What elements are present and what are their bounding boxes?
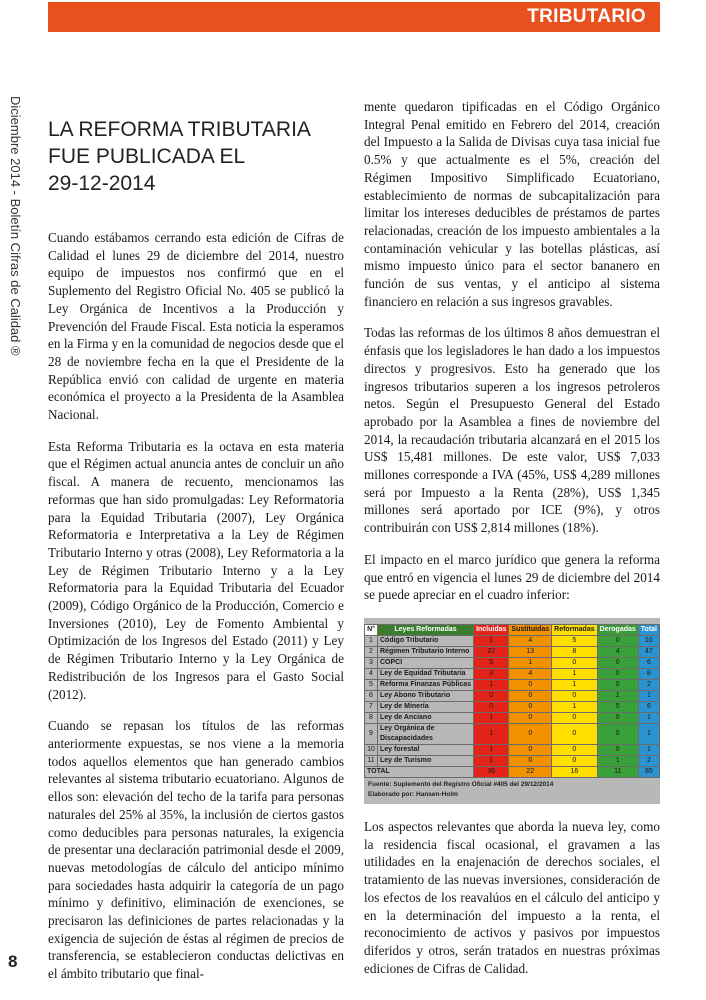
table-row: [365, 668, 660, 679]
section-header-bar: [48, 2, 660, 32]
title-line: FUE PUBLICADA EL: [48, 145, 246, 168]
repealed-count: 5: [597, 701, 638, 712]
total-count: 2: [638, 679, 659, 690]
reformed-count: 0: [552, 744, 597, 755]
included-count: 0: [474, 690, 509, 701]
row-number: 1: [365, 635, 378, 646]
reformed-count: 1: [552, 679, 597, 690]
repealed-count: 0: [597, 668, 638, 679]
repealed-count: 0: [597, 712, 638, 723]
included-count: 22: [474, 646, 509, 657]
table-row: [365, 701, 660, 712]
column-header-included: Incluidas: [474, 624, 509, 635]
law-name: COPCI: [378, 657, 474, 668]
column-header-repealed: Derogadas: [597, 624, 638, 635]
total-repealed-count: 11: [597, 766, 638, 777]
table-prepared-by: Elaborado por: Hansen-Holm: [368, 790, 458, 798]
law-name: Ley de Turismo: [378, 755, 474, 766]
repealed-count: 0: [597, 635, 638, 646]
total-count: 1: [638, 712, 659, 723]
table-footnotes: [364, 778, 660, 804]
repealed-count: 0: [597, 744, 638, 755]
included-count: 1: [474, 755, 509, 766]
article-title: [48, 116, 344, 197]
table-total-row: [365, 766, 660, 777]
reformed-count: 0: [552, 690, 597, 701]
total-reformed-count: 16: [552, 766, 597, 777]
table-row: [365, 646, 660, 657]
table-row: [365, 755, 660, 766]
total-count: 1: [638, 744, 659, 755]
row-number: 2: [365, 646, 378, 657]
law-name: Ley Orgánica de Discapacidades: [378, 723, 474, 744]
reforms-table: [364, 624, 660, 778]
total-count: 8: [638, 668, 659, 679]
included-count: 1: [474, 744, 509, 755]
table-row: [365, 657, 660, 668]
row-number: 4: [365, 668, 378, 679]
left-column: [48, 116, 344, 997]
side-label-text: Diciembre 2014 - Boletín Cifras de Calidad ®: [8, 96, 23, 356]
included-count: 1: [474, 635, 509, 646]
repealed-count: 4: [597, 646, 638, 657]
repealed-count: 0: [597, 679, 638, 690]
row-number: 6: [365, 690, 378, 701]
substituted-count: 4: [509, 635, 552, 646]
total-count: 10: [638, 635, 659, 646]
law-name: Código Tributario: [378, 635, 474, 646]
included-count: 5: [474, 657, 509, 668]
side-label: [3, 96, 23, 356]
table-row: [365, 723, 660, 744]
table-source: Fuente: Suplemento del Registro Oficial #405 del 29/12/2014: [368, 780, 554, 788]
column-header-substituted: Sustituidas: [509, 624, 552, 635]
total-count: 6: [638, 657, 659, 668]
reformed-count: 0: [552, 723, 597, 744]
total-count: 1: [638, 723, 659, 744]
total-label: TOTAL: [365, 766, 474, 777]
included-count: 1: [474, 679, 509, 690]
substituted-count: 0: [509, 723, 552, 744]
substituted-count: 0: [509, 690, 552, 701]
reformed-count: 5: [552, 635, 597, 646]
reforms-table-panel: [364, 618, 660, 804]
page-number: 8: [8, 952, 18, 971]
included-count: 1: [474, 723, 509, 744]
row-number: 3: [365, 657, 378, 668]
law-name: Régimen Tributario Interno: [378, 646, 474, 657]
law-name: Ley Abono Tributario: [378, 690, 474, 701]
substituted-count: 1: [509, 657, 552, 668]
paragraph: Todas las reformas de los últimos 8 años demuestran el énfasis que los legisladores le han dado a los impuestos directos y progresivos. Esto ha generado que los ingresos tributarios superen a los ingresos petroleros netos. Según el Presupuesto General del Estado aprobado por la Asamblea a fines de noviembre del 2014, la recaudación tributaria alcanzará en el 2015 los US$ 15,481 millones. De este valor, US$ 7,033 millones corresponde a IVA (45%, US$ 4,289 millones será por Impuesto a la Renta (28%), US$ 1,345 millones será aportado por ICE (9%), y otros contribuirán con US$ 2,814 millones (18%).: [364, 325, 660, 536]
title-line: LA REFORMA TRIBUTARIA: [48, 118, 311, 141]
included-count: 3: [474, 668, 509, 679]
total-count: 2: [638, 755, 659, 766]
total-substituted-count: 22: [509, 766, 552, 777]
total-included-count: 36: [474, 766, 509, 777]
substituted-count: 0: [509, 679, 552, 690]
row-number: 9: [365, 723, 378, 744]
reformed-count: 1: [552, 668, 597, 679]
table-row: [365, 679, 660, 690]
right-column: [364, 98, 660, 991]
included-count: 0: [474, 701, 509, 712]
reformed-count: 1: [552, 701, 597, 712]
repealed-count: 1: [597, 690, 638, 701]
repealed-count: 0: [597, 723, 638, 744]
column-header-total: Total: [638, 624, 659, 635]
row-number: 8: [365, 712, 378, 723]
table-row: [365, 635, 660, 646]
repealed-count: 0: [597, 657, 638, 668]
law-name: Ley de Minería: [378, 701, 474, 712]
reformed-count: 8: [552, 646, 597, 657]
law-name: Ley de Anciano: [378, 712, 474, 723]
substituted-count: 0: [509, 712, 552, 723]
included-count: 1: [474, 712, 509, 723]
total-count: 1: [638, 690, 659, 701]
row-number: 10: [365, 744, 378, 755]
paragraph: El impacto en el marco jurídico que genera la reforma que entró en vigencia el lunes 29 de diciembre del 2014 se puede apreciar en el cuadro inferior:: [364, 551, 660, 603]
paragraph: Cuando estábamos cerrando esta edición de Cifras de Calidad el lunes 29 de diciembre del 2014, nuestro equipo de impuestos nos confirmó que en el Suplemento del Registro Oficial No. 405 se publicó la Ley Orgánica de Incentivos a la Producción y Prevención del Fraude Fiscal. Esta noticia la esperamos en la Firma y en la comunidad de negocios desde que el 28 de noviembre fecha en la que el Presidente de la República envió con calidad de urgente en materia económica el proyecto a la Presidenta de la Asamblea Nacional.: [48, 230, 344, 423]
table-row: [365, 712, 660, 723]
row-number: 11: [365, 755, 378, 766]
total-count: 47: [638, 646, 659, 657]
section-title: TRIBUTARIO: [527, 6, 646, 27]
total-total-count: 85: [638, 766, 659, 777]
table-row: [365, 744, 660, 755]
substituted-count: 4: [509, 668, 552, 679]
reformed-count: 0: [552, 657, 597, 668]
table-row: [365, 690, 660, 701]
substituted-count: 13: [509, 646, 552, 657]
law-name: Ley forestal: [378, 744, 474, 755]
reformed-count: 0: [552, 755, 597, 766]
paragraph: mente quedaron tipificadas en el Código Orgánico Integral Penal emitido en Febrero del 2014, creación del Impuesto a la Salida de Divisas cuya tasa inicial fue 0.5% y que actualmente es el 5%, creación del Régimen Impositivo Simplificado Ecuatoriano, establecimiento de normas de subcapitalización para limitar los intereses deducibles de préstamos de partes relacionadas, creación de los impuesto ambientales a la contaminación vehicular y las botellas plásticas, así mismo impuesto único para el sector bananero en función de sus ventas, y el anticipo al sistema financiero en relación a sus ingresos gravables.: [364, 99, 660, 309]
repealed-count: 1: [597, 755, 638, 766]
substituted-count: 0: [509, 755, 552, 766]
paragraph: Esta Reforma Tributaria es la octava en esta materia que el Régimen actual anuncia antes de concluir un año fiscal. A manera de recuento, mencionamos las reformas que han sido promulgadas: Ley Reformatoria para la Equidad Tributaria (2007), Ley Orgánica Reformatoria e Interpretativa a la Ley de Régimen Tributario Interno y otras (2008), Ley Reformatoria a la Ley de Régimen Tributario Interno y a la Ley Reformatoria para la Equidad Tributaria del Ecuador (2009), Código Orgánico de la Producción, Comercio e Inversiones (2010), Ley de Fomento Ambiental y Optimización de los Ingresos del Estado (2011) y Ley de Régimen Tributario Interno y la Ley Orgánica de Redistribución de los Ingresos para el Gasto Social (2012).: [48, 438, 344, 702]
column-header-reformed: Reformadas: [552, 624, 597, 635]
law-name: Ley de Equidad Tributaria: [378, 668, 474, 679]
table-header-row: [365, 624, 660, 635]
substituted-count: 0: [509, 744, 552, 755]
column-header-law: Leyes Reformadas: [378, 624, 474, 635]
row-number: 5: [365, 679, 378, 690]
row-number: 7: [365, 701, 378, 712]
table-body: [365, 635, 660, 777]
paragraph: Los aspectos relevantes que aborda la nueva ley, como la residencia fiscal ocasional, el gravamen a las utilidades en la enajenación de derechos sociales, el tratamiento de las nuevas inversiones, consideración de los efectos de los reavalúos en el cálculo del anticipo y en la determinación del impuesto a la renta, el reconocimiento de activos y pasivos por impuestos diferidos y otros, serán tratados en nuestras próximas ediciones de Cifras de Calidad.: [364, 818, 660, 976]
column-header-number: N°: [365, 624, 378, 635]
paragraph: Cuando se repasan los títulos de las reformas anteriormente expuestas, se nos viene a la memoria todos aquellos elementos que han generado cambios relevantes al sistema tributario ecuatoriano. Algunos de ellos son: elevación del techo de la tarifa para personas naturales del 25% al 35%, la inclusión de ciertos gastos como deducibles para personas naturales, la exigencia de presentar una declaración patrimonial desde el 2009, nuevas metodologías de cálculo del anticipo mínimo para sociedades hasta adquirir la categoría de un pago mínimo y definitivo, eliminación de exenciones, se precisaron las definiciones de partes relacionadas y la exigencia de sujeción de éstas al régimen de precios de transferencia, se establecieron conductas delictivas en el ámbito tributario que final-: [48, 718, 344, 982]
reformed-count: 0: [552, 712, 597, 723]
law-name: Reforma Finanzas Públicas: [378, 679, 474, 690]
substituted-count: 0: [509, 701, 552, 712]
title-line: 29-12-2014: [48, 172, 156, 195]
total-count: 6: [638, 701, 659, 712]
